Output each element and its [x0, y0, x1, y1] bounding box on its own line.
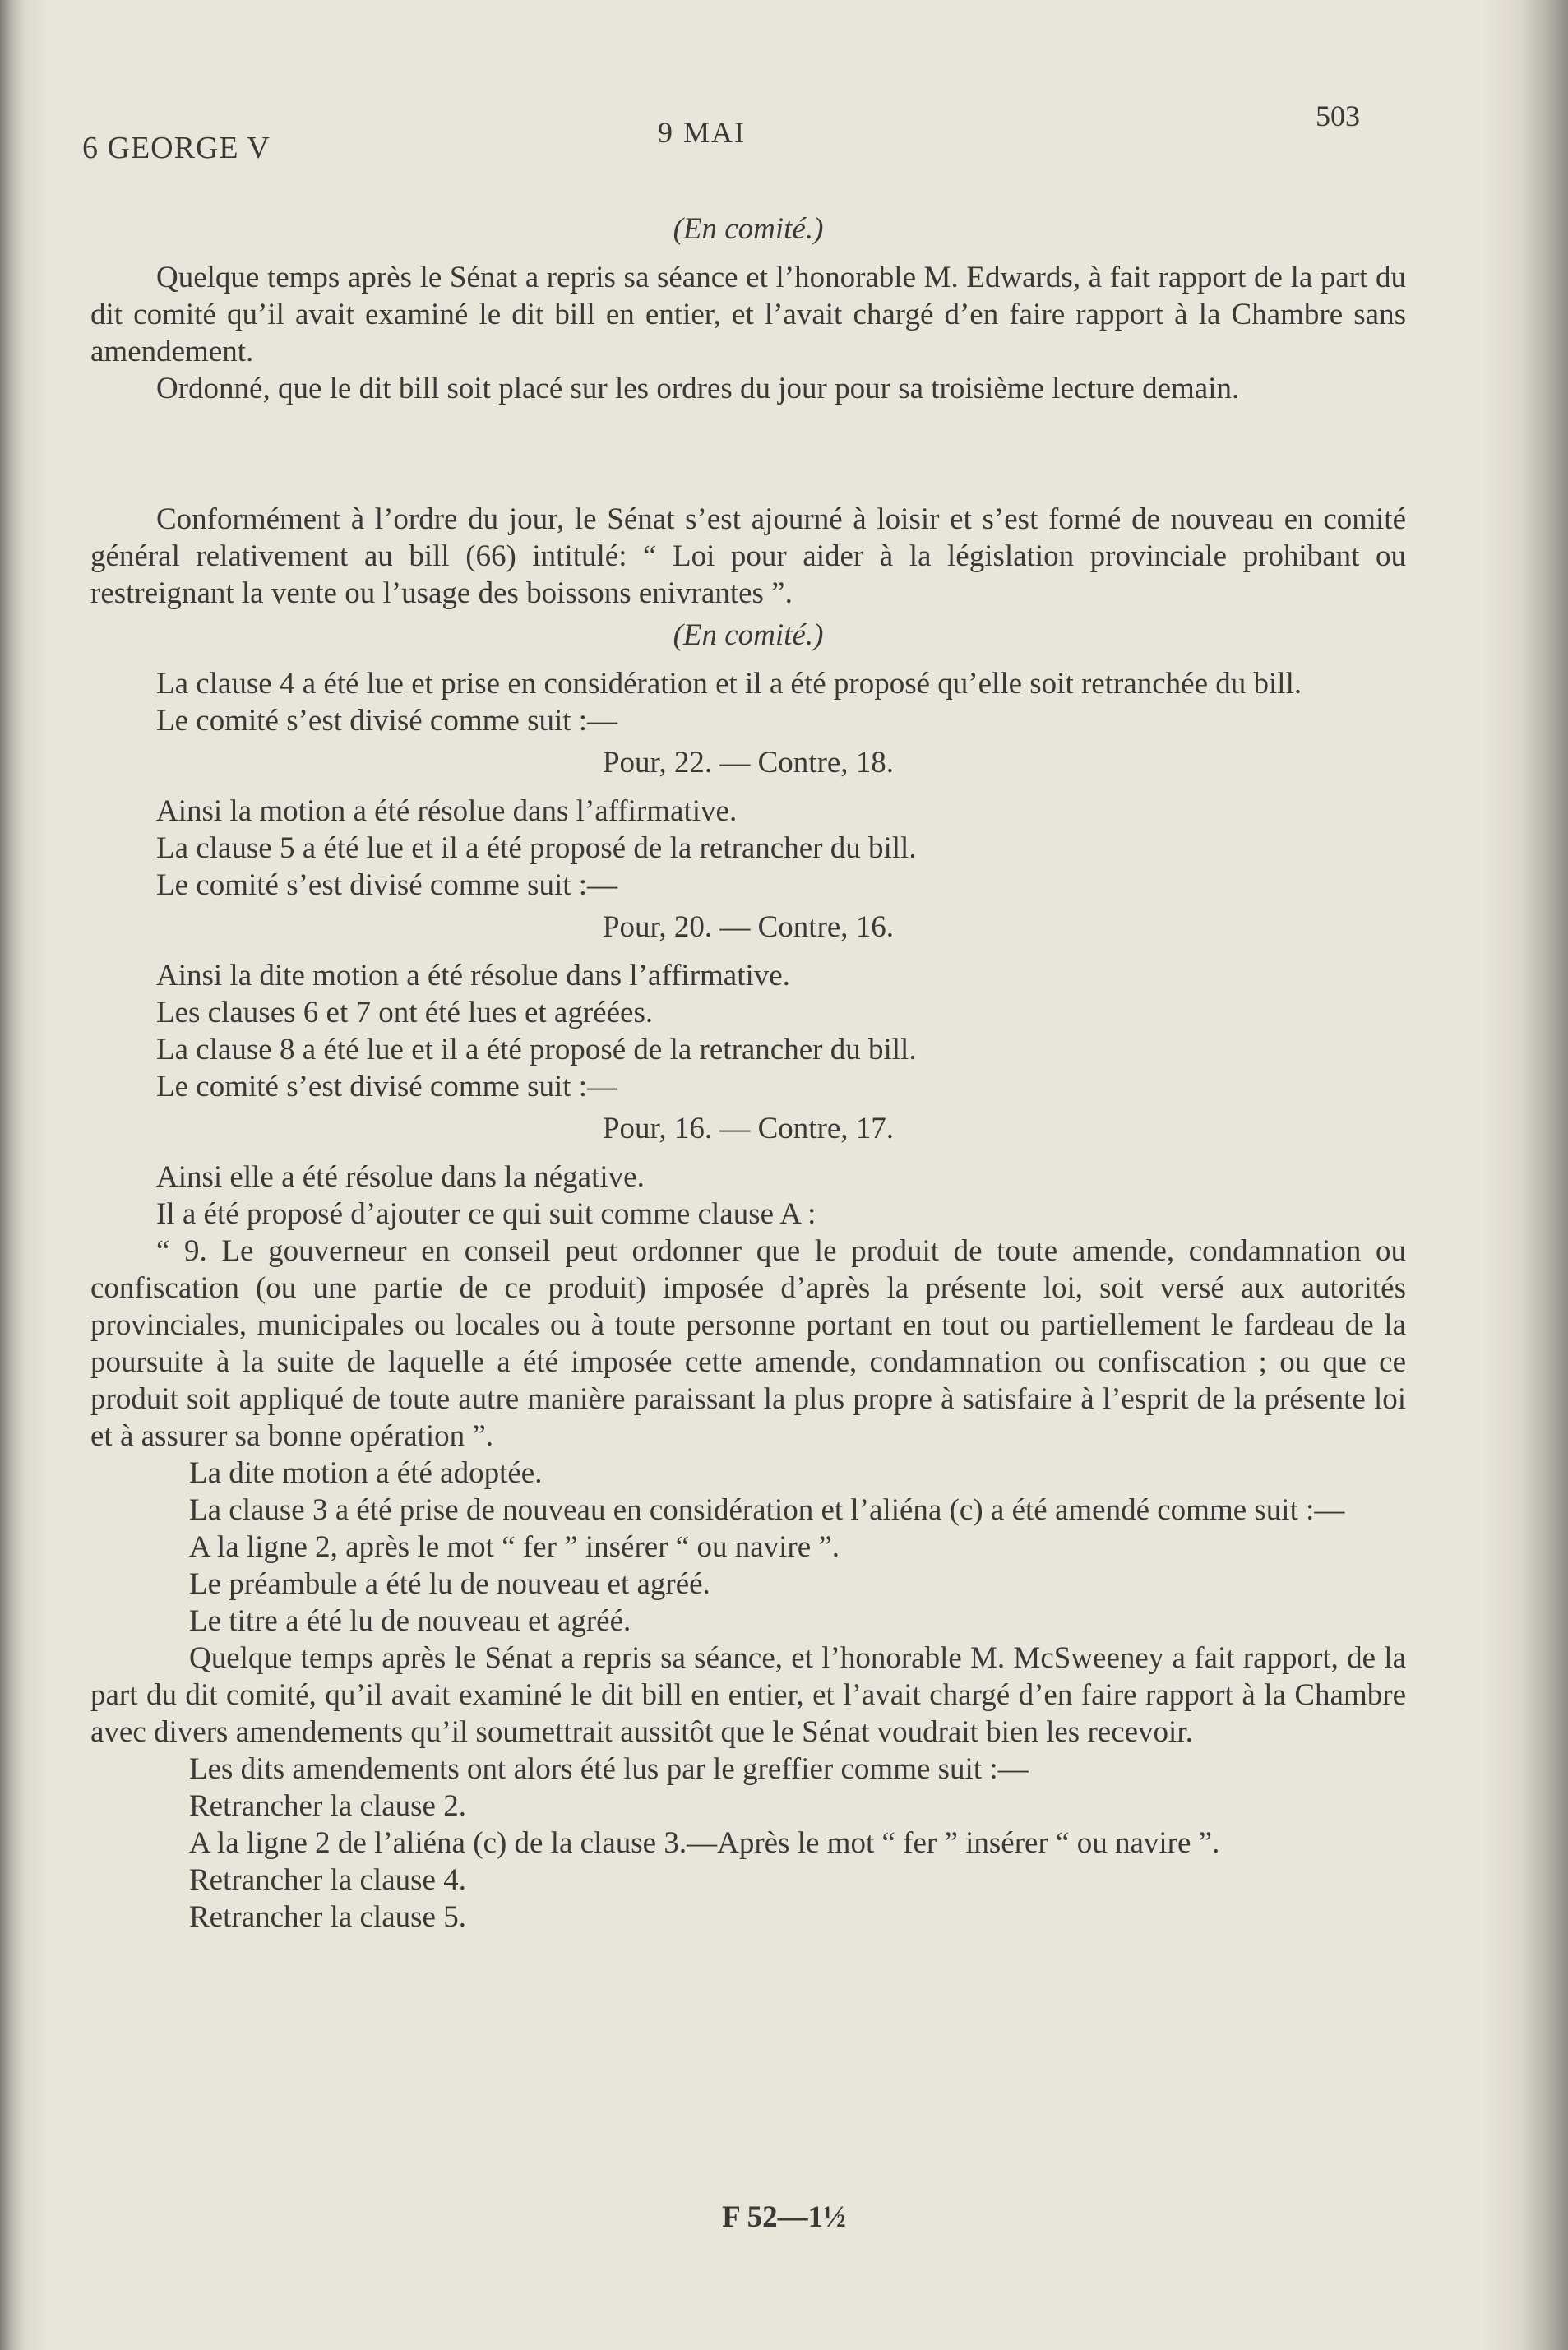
paragraph: Quelque temps après le Sénat a repris sa séance et l’honorable M. Edwards, à fait rapport de la part du dit comité qu’il avait examiné le dit bill en entier, et l’avait chargé d’en faire rapport à la Chambre sans amendement. — [90, 261, 1406, 368]
paragraph: Ordonné, que le dit bill soit placé sur les ordres du jour pour sa troisième lecture demain. — [156, 372, 1240, 405]
committee-heading: (En comité.) — [673, 212, 824, 246]
paragraph: La clause 5 a été lue et il a été proposé de la retrancher du bill. — [156, 831, 917, 865]
paragraph: Ainsi la dite motion a été résolue dans l’affirmative. — [156, 959, 790, 992]
paragraph: Retrancher la clause 4. — [189, 1863, 466, 1897]
committee-heading: (En comité.) — [673, 618, 824, 652]
header-left: 6 GEORGE V — [82, 131, 271, 165]
paragraph: Ainsi la motion a été résolue dans l’affirmative. — [156, 794, 738, 828]
paragraph: A la ligne 2, après le mot “ fer ” insérer “ ou navire ”. — [189, 1530, 840, 1564]
paragraph: Le comité s’est divisé comme suit :— — [156, 704, 618, 738]
paragraph: Conformément à l’ordre du jour, le Sénat s’est ajourné à loisir et s’est formé de nouveau en comité général relativement au bill (66) intitulé: “ Loi pour aider à la législation provinciale prohibant ou restreignant la vente ou l’usage des boissons enivrantes ”. — [90, 502, 1406, 610]
paragraph: Retrancher la clause 5. — [189, 1900, 466, 1934]
paragraph-gap — [90, 437, 1406, 470]
page-number: 503 — [1316, 99, 1360, 132]
paragraph: Il a été proposé d’ajouter ce qui suit comme clause A : — [156, 1197, 816, 1231]
paragraph: La clause 3 a été prise de nouveau en considération et l’aliéna (c) a été amendé comme suit :— — [189, 1493, 1345, 1527]
paragraph: “ 9. Le gouverneur en conseil peut ordonner que le produit de toute amende, condamnation ou confiscation (ou une partie de ce produit) imposée d’après la présente loi, soit versé aux autorités provinciales, municipales ou locales ou à toute personne portant en tout ou partiellement le fardeau de la poursuite à la suite de laquelle a été imposée cette amende, condamnation ou confiscation ; ou que ce produit soit appliqué de toute autre manière paraissant la plus propre à satisfaire à l’esprit de la présente loi et à assurer sa bonne opération ”. — [90, 1234, 1406, 1453]
paragraph: Le titre a été lu de nouveau et agréé. — [189, 1604, 631, 1638]
paragraph: La clause 8 a été lue et il a été proposé de la retrancher du bill. — [156, 1033, 917, 1066]
document-body — [90, 206, 1406, 1936]
header-date: 9 MAI — [658, 116, 746, 149]
paragraph: Retrancher la clause 2. — [189, 1789, 466, 1823]
page-header — [0, 90, 1568, 165]
paragraph: Ainsi elle a été résolue dans la négative. — [156, 1160, 645, 1194]
paragraph: La clause 4 a été lue et prise en considération et il a été proposé qu’elle soit retranchée du bill. — [156, 667, 1302, 701]
paragraph: Le comité s’est divisé comme suit :— — [156, 1070, 618, 1103]
paragraph: La dite motion a été adoptée. — [189, 1456, 543, 1490]
paragraph: Les clauses 6 et 7 ont été lues et agréées. — [156, 996, 654, 1029]
vote-result: Pour, 20. — Contre, 16. — [602, 910, 895, 944]
vote-result: Pour, 22. — Contre, 18. — [602, 746, 895, 779]
paragraph: Le comité s’est divisé comme suit :— — [156, 868, 618, 902]
paragraph: A la ligne 2 de l’aliéna (c) de la clause 3.—Après le mot “ fer ” insérer “ ou navire ”. — [189, 1826, 1220, 1860]
paragraph: Le préambule a été lu de nouveau et agréé. — [189, 1567, 710, 1601]
paragraph: Les dits amendements ont alors été lus par le greffier comme suit :— — [189, 1752, 1029, 1786]
footer-signature: F 52—1½ — [722, 2200, 846, 2234]
paragraph: Quelque temps après le Sénat a repris sa séance, et l’honorable M. McSweeney a fait rapport, de la part du dit comité, qu’il avait examiné le dit bill en entier, et l’avait chargé d’en faire rapport à la Chambre avec divers amendements qu’il soumettrait aussitôt que le Sénat voudrait bien les recevoir. — [90, 1641, 1406, 1749]
vote-result: Pour, 16. — Contre, 17. — [602, 1112, 895, 1145]
